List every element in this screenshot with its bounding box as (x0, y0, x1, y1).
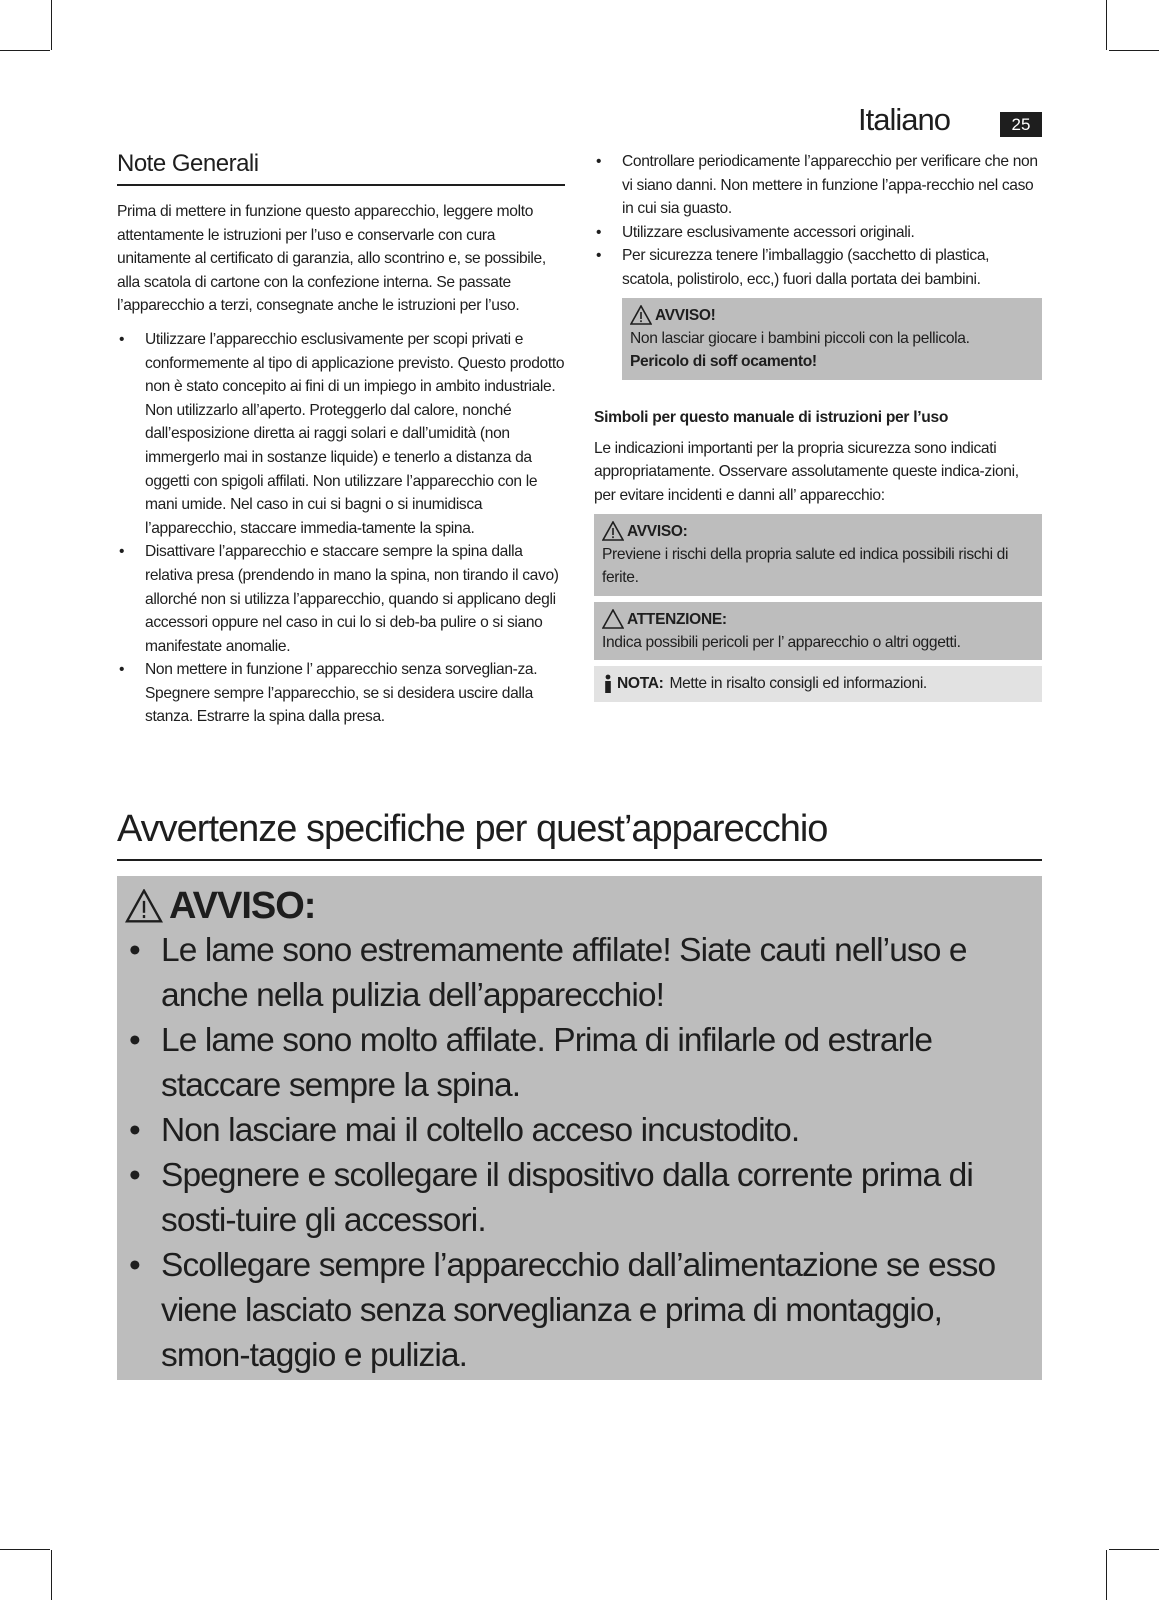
list-item: • Le lame sono molto affilate. Prima di infilarle od estrarle staccare sempre la spina. (129, 1022, 933, 1104)
crop-mark (51, 1550, 52, 1600)
list-item: • Non lasciare mai il coltello acceso incustodito. (129, 1112, 800, 1149)
left-column (117, 150, 565, 729)
crop-mark (1109, 50, 1159, 51)
right-column (594, 150, 1042, 702)
list-item: • Controllare periodicamente l’apparecchio per verificare che non vi siano danni. Non mettere in funzione l’appa-recchio nel caso in cui sia guasto. (596, 153, 1038, 218)
list-item: • Disattivare l’apparecchio e staccare sempre la spina dalla relativa presa (prendendo in mano la spina, non tirando il cavo) allorché non si utilizza l’apparecchio, quando si applicano degli accessori oppure nel caso in cui lo si deb-ba pulire o si siano manifestate anomalie. (119, 543, 559, 655)
avviso-symbol-box: AVVISO: Previene i rischi della propria salute ed indica possibili rischi di ferite. (594, 514, 1042, 596)
symbols-heading: Simboli per questo manuale di istruzioni per l’uso (594, 408, 949, 426)
specific-warnings-box: AVVISO: • Le lame sono estremamente affilate! Siate cauti nell’uso e anche nella pulizia dell’apparecchio! • Le lame sono molto affilate. Prima di infilarle od estrarle staccare sempre la spina. • Non lasciare mai il coltello acceso incustodito. • Spegnere e scollegare il dispositivo dalla corrente prima di sosti-tuire gli accessori. • Scollegare sempre l’apparecchio dall’alimentazione se esso viene lasciato senza sorveglianza e prima di montaggio, smon-taggio e pulizia. (117, 876, 1042, 1380)
list-item: • Le lame sono estremamente affilate! Siate cauti nell’uso e anche nella pulizia dell’apparecchio! (129, 932, 967, 1014)
bullet-list (125, 928, 1034, 1378)
crop-mark (0, 1549, 50, 1550)
list-item: • Utilizzare esclusivamente accessori originali. (596, 223, 915, 241)
page-number: 25 (1000, 112, 1042, 137)
caution-icon (602, 609, 624, 629)
crop-mark (1106, 0, 1107, 50)
warning-icon (602, 521, 624, 541)
crop-mark (1106, 1550, 1107, 1600)
intro-paragraph: Prima di mettere in funzione questo apparecchio, leggere molto attentamente le istruzioni per l’uso e conservarle con cura unitamente al certificato di garanzia, allo scontrino e, se possibile, alla scatola di cartone con la confezione interna. Se passate l’apparecchio a terzi, consegnate anche le istruzioni per l’uso. (117, 203, 546, 315)
list-item: • Per sicurezza tenere l’imballaggio (sacchetto di plastica, scatola, polistirolo, ecc,) fuori dalla portata dei bambini. (596, 247, 990, 288)
list-item: • Non mettere in funzione l’ apparecchio senza sorveglian-za. Spegnere sempre l’apparecchio, se si desidera uscire dalla stanza. Estrarre la spina dalla presa. (119, 661, 538, 726)
list-item: • Utilizzare l’apparecchio esclusivamente per scopi privati e conformemente al tipo di applicazione previsto. Questo prodotto non è stato concepito ai fini di un impiego in ambito industriale. Non utilizzarlo all’aperto. Proteggerlo dal calore, nonché dall’esposizione diretta ai raggi solari e dall’umidità (non immergerlo mai in sostanze liquide) e tenerlo a distanza da oggetti con spigoli affilati. Non utilizzare l’apparecchio con le mani umide. Nel caso in cui si bagni o si inumidisca l’apparecchio, staccare immedia-tamente la spina. (119, 330, 565, 537)
crop-mark (51, 0, 52, 50)
nota-symbol-box: NOTA: Mette in risalto consigli ed informazioni. (594, 666, 1042, 702)
warning-icon (125, 889, 163, 923)
specific-warnings-title: Avvertenze specifiche per quest’apparecchio (117, 808, 1042, 861)
crop-mark (1109, 1549, 1159, 1550)
bullet-list (594, 150, 1042, 292)
list-item: • Scollegare sempre l’apparecchio dall’alimentazione se esso viene lasciato senza sorveglianza e prima di montaggio, smon-taggio e pulizia. (129, 1247, 996, 1374)
bullet-list (117, 328, 565, 729)
list-item: • Spegnere e scollegare il dispositivo dalla corrente prima di sosti-tuire gli accessori. (129, 1157, 973, 1239)
language-label: Italiano (858, 102, 950, 137)
info-icon (602, 674, 614, 694)
avviso-box: AVVISO! Non lasciar giocare i bambini piccoli con la pellicola. Pericolo di soff ocamento! (622, 298, 1042, 380)
symbols-intro: Le indicazioni importanti per la propria sicurezza sono indicati appropriatamente. Osservare assolutamente queste indica-zioni, per evitare incidenti e danni all’ apparecchio: (594, 439, 1019, 504)
warning-icon (630, 305, 652, 325)
crop-mark (0, 50, 50, 51)
attenzione-symbol-box: ATTENZIONE: Indica possibili pericoli per l’ apparecchio o altri oggetti. (594, 602, 1042, 661)
section-title: Note Generali (117, 150, 565, 186)
